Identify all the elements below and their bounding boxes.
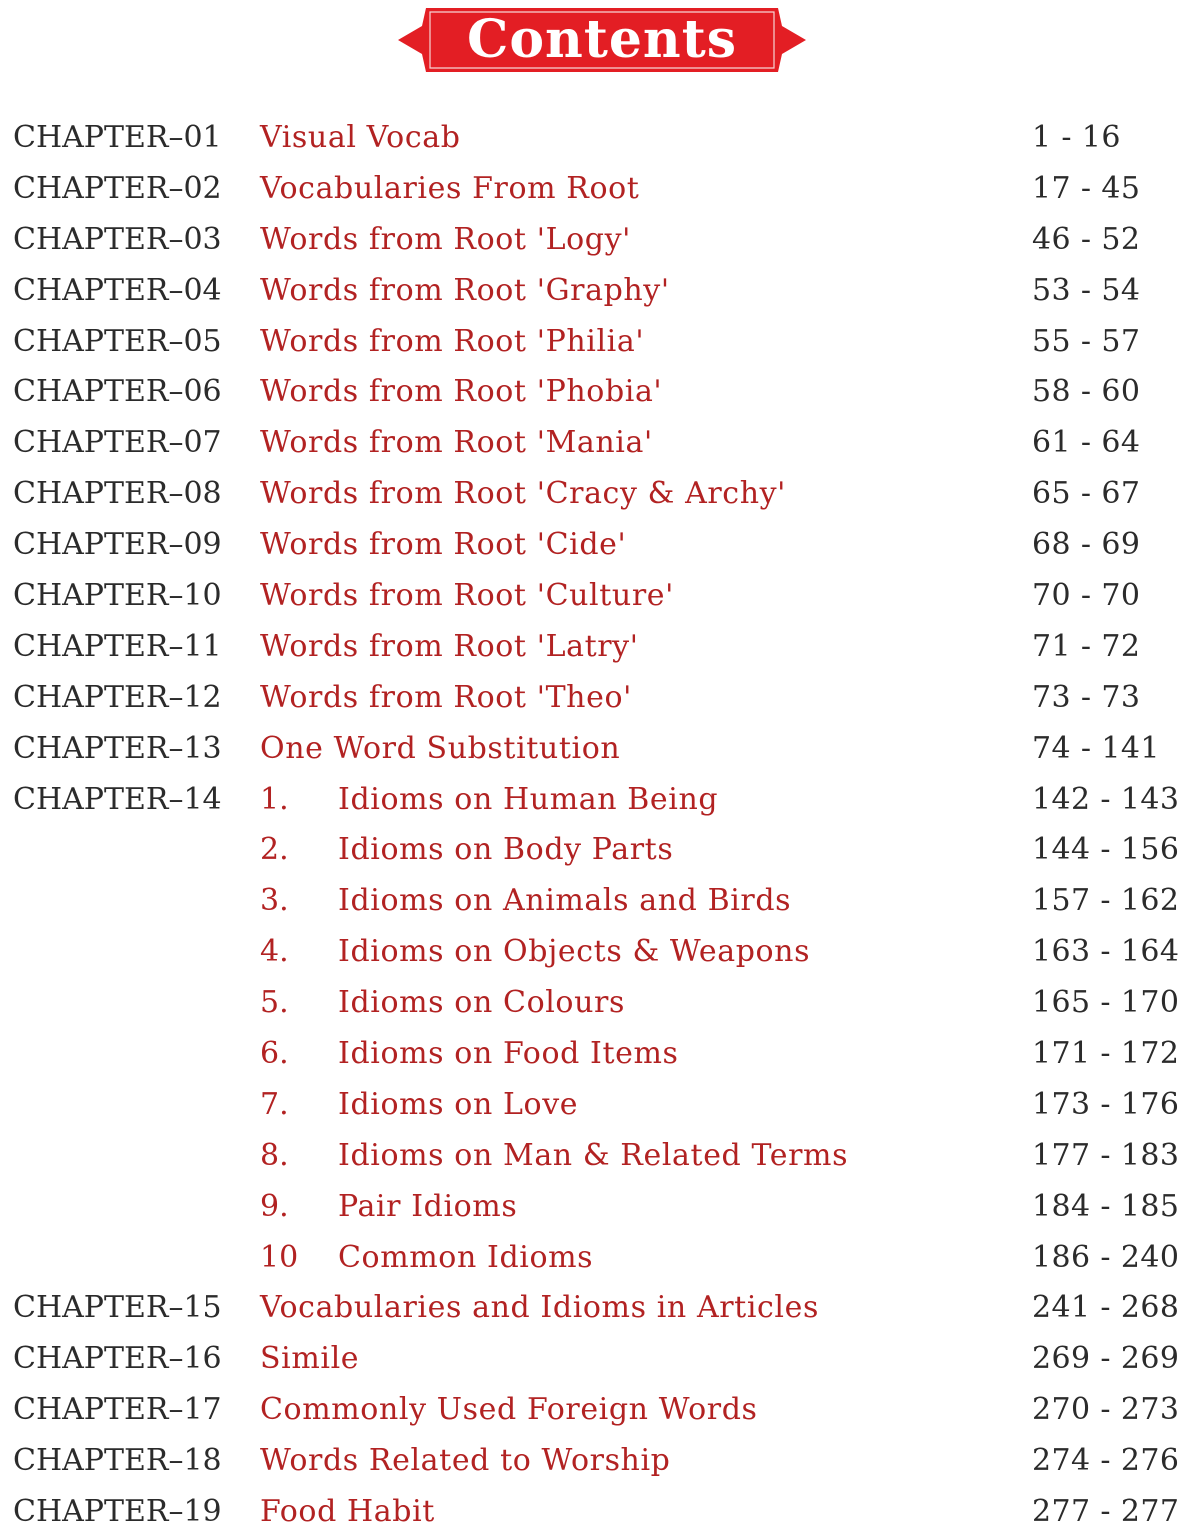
toc-row xyxy=(0,113,1200,164)
sub-item-number: 7. xyxy=(260,1086,289,1122)
page-range: 173 - 176 xyxy=(1032,1086,1180,1122)
page-range: 58 - 60 xyxy=(1032,374,1141,410)
toc-row xyxy=(0,825,1200,876)
sub-item-number: 4. xyxy=(260,934,289,970)
chapter-label: CHAPTER–13 xyxy=(13,730,222,766)
toc-row xyxy=(0,571,1200,622)
toc-row xyxy=(0,775,1200,826)
chapter-title: Simile xyxy=(260,1341,360,1377)
page-range: 74 - 141 xyxy=(1032,730,1160,766)
chapter-title: Words from Root 'Philia' xyxy=(260,323,645,359)
toc-row xyxy=(0,266,1200,317)
page-range: 55 - 57 xyxy=(1032,323,1141,359)
chapter-label: CHAPTER–17 xyxy=(13,1392,222,1428)
page-range: 163 - 164 xyxy=(1032,934,1180,970)
page-range: 171 - 172 xyxy=(1032,1036,1180,1072)
chapter-title: Visual Vocab xyxy=(260,120,461,155)
toc-row xyxy=(0,520,1200,571)
page-range: 186 - 240 xyxy=(1032,1239,1180,1275)
toc-row xyxy=(0,1385,1200,1436)
chapter-title: Words from Root 'Culture' xyxy=(260,578,674,614)
page-range: 61 - 64 xyxy=(1032,425,1141,461)
sub-item-number: 2. xyxy=(260,832,289,868)
chapter-label: CHAPTER–02 xyxy=(13,170,222,206)
page-range: 277 - 277 xyxy=(1032,1494,1180,1530)
page-range: 73 - 73 xyxy=(1032,679,1141,715)
chapter-label: CHAPTER–14 xyxy=(13,781,222,817)
toc-row xyxy=(0,978,1200,1029)
toc-row xyxy=(0,1131,1200,1182)
page-range: 65 - 67 xyxy=(1032,476,1141,512)
page-range: 17 - 45 xyxy=(1032,170,1141,206)
chapter-title: Words from Root 'Mania' xyxy=(260,425,653,461)
toc-row xyxy=(0,1029,1200,1080)
sub-item-title: Idioms on Objects & Weapons xyxy=(338,934,811,970)
sub-item-title: Pair Idioms xyxy=(338,1188,518,1224)
sub-item-number: 6. xyxy=(260,1036,289,1072)
page-title: Contents xyxy=(466,9,738,70)
toc-row xyxy=(0,418,1200,469)
chapter-title: Vocabularies From Root xyxy=(260,170,640,206)
chapter-label: CHAPTER–19 xyxy=(13,1494,222,1530)
chapter-title: Food Habit xyxy=(260,1494,435,1530)
page-range: 46 - 52 xyxy=(1032,221,1141,257)
toc-row xyxy=(0,164,1200,215)
chapter-label: CHAPTER–18 xyxy=(13,1443,222,1479)
chapter-label: CHAPTER–12 xyxy=(13,679,222,715)
chapter-label: CHAPTER–03 xyxy=(13,221,222,257)
toc-row xyxy=(0,673,1200,724)
chapter-label: CHAPTER–07 xyxy=(13,425,222,461)
sub-item-title: Idioms on Man & Related Terms xyxy=(338,1137,849,1173)
toc-row xyxy=(0,1182,1200,1233)
chapter-title: Words from Root 'Phobia' xyxy=(260,374,663,410)
toc-row xyxy=(0,1283,1200,1334)
sub-item-title: Idioms on Human Being xyxy=(338,781,719,817)
chapter-title: Words from Root 'Cide' xyxy=(260,527,627,563)
sub-item-title: Idioms on Animals and Birds xyxy=(338,883,792,919)
chapter-title: Words from Root 'Theo' xyxy=(260,679,632,715)
chapter-title: Vocabularies and Idioms in Articles xyxy=(260,1290,819,1326)
toc-row xyxy=(0,1436,1200,1487)
chapter-title: Words from Root 'Latry' xyxy=(260,628,639,664)
sub-item-title: Idioms on Colours xyxy=(338,985,625,1021)
toc-row xyxy=(0,1487,1200,1538)
toc-row xyxy=(0,876,1200,927)
chapter-title: Words from Root 'Graphy' xyxy=(260,272,670,308)
chapter-label: CHAPTER–11 xyxy=(13,628,222,664)
page-range: 241 - 268 xyxy=(1032,1290,1180,1326)
page-range: 274 - 276 xyxy=(1032,1443,1180,1479)
chapter-label: CHAPTER–04 xyxy=(13,272,222,308)
chapter-title: One Word Substitution xyxy=(260,730,621,766)
page-range: 70 - 70 xyxy=(1032,578,1141,614)
toc-row xyxy=(0,317,1200,368)
sub-item-number: 1. xyxy=(260,781,289,817)
toc-row xyxy=(0,1080,1200,1131)
page-range: 142 - 143 xyxy=(1032,781,1180,817)
toc-row xyxy=(0,1334,1200,1385)
chapter-label: CHAPTER–09 xyxy=(13,527,222,563)
page-range: 184 - 185 xyxy=(1032,1188,1180,1224)
sub-item-number: 9. xyxy=(260,1188,289,1224)
page-range: 270 - 273 xyxy=(1032,1392,1180,1428)
page-range: 165 - 170 xyxy=(1032,985,1180,1021)
chapter-label: CHAPTER–10 xyxy=(13,578,222,614)
toc-row xyxy=(0,1233,1200,1284)
sub-item-title: Idioms on Body Parts xyxy=(338,832,674,868)
toc-row xyxy=(0,724,1200,775)
sub-item-number: 8. xyxy=(260,1137,289,1173)
toc-row xyxy=(0,469,1200,520)
chapter-label: CHAPTER–08 xyxy=(13,476,222,512)
toc-row xyxy=(0,622,1200,673)
page-range: 68 - 69 xyxy=(1032,527,1141,563)
sub-item-title: Common Idioms xyxy=(338,1239,594,1275)
chapter-label: CHAPTER–05 xyxy=(13,323,222,359)
chapter-label: CHAPTER–06 xyxy=(13,374,222,410)
contents-banner xyxy=(398,4,806,76)
chapter-title: Words Related to Worship xyxy=(260,1443,671,1479)
page-range: 1 - 16 xyxy=(1032,120,1121,155)
sub-item-title: Idioms on Food Items xyxy=(338,1036,679,1072)
sub-item-number: 5. xyxy=(260,985,289,1021)
page-range: 71 - 72 xyxy=(1032,628,1141,664)
chapter-title: Words from Root 'Logy' xyxy=(260,221,631,257)
toc-row xyxy=(0,927,1200,978)
chapter-title: Commonly Used Foreign Words xyxy=(260,1392,758,1428)
chapter-label: CHAPTER–16 xyxy=(13,1341,222,1377)
page-range: 269 - 269 xyxy=(1032,1341,1180,1377)
chapter-label: CHAPTER–15 xyxy=(13,1290,222,1326)
sub-item-title: Idioms on Love xyxy=(338,1086,579,1122)
page-range: 157 - 162 xyxy=(1032,883,1180,919)
sub-item-number: 3. xyxy=(260,883,289,919)
page-range: 53 - 54 xyxy=(1032,272,1141,308)
table-of-contents xyxy=(0,113,1200,1538)
page-range: 144 - 156 xyxy=(1032,832,1180,868)
page-range: 177 - 183 xyxy=(1032,1137,1180,1173)
sub-item-number: 10 xyxy=(260,1239,299,1275)
toc-row xyxy=(0,367,1200,418)
chapter-title: Words from Root 'Cracy & Archy' xyxy=(260,476,787,512)
chapter-label: CHAPTER–01 xyxy=(13,120,222,155)
toc-row xyxy=(0,215,1200,266)
